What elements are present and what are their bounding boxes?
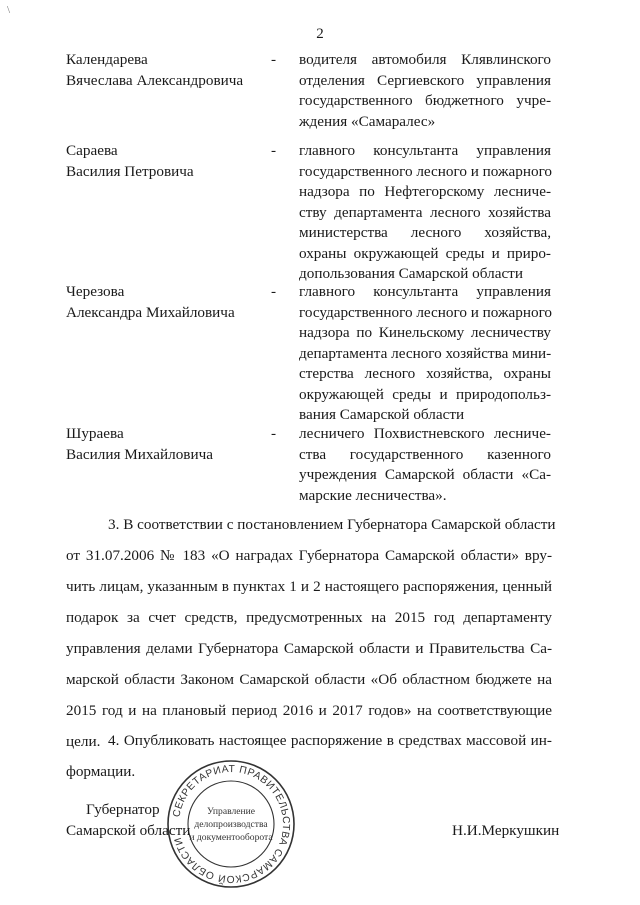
paragraph-line: 2015 год и на плановый период 2016 и 2017 годов» на соответствующие <box>66 702 552 719</box>
entry-dash: - <box>271 425 277 442</box>
paragraph-line: чить лицам, указанным в пунктах 1 и 2 настоящего распоряжения, ценный <box>66 578 552 595</box>
position-line: лесничего Похвистневского лесниче- <box>299 425 551 442</box>
position-line: вания Самарской области <box>299 406 465 423</box>
stamp-inner-line: и документооборота <box>189 832 273 843</box>
recipient-name <box>66 141 266 182</box>
stamp-inner-text <box>189 806 273 843</box>
name-line: Календарева <box>66 51 148 68</box>
position-line: отделения Сергиевского управления <box>299 71 551 89</box>
stamp-inner-line: делопроизводства <box>194 819 268 830</box>
paragraph-clause-4 <box>66 725 552 787</box>
name-line: Василия Михайловича <box>66 445 213 463</box>
entry-dash: - <box>271 51 277 68</box>
paragraph-line: цели. <box>66 733 101 750</box>
entry-dash: - <box>271 283 277 300</box>
recipient-position <box>299 141 551 285</box>
corner-mark: \ <box>7 4 11 16</box>
signatory-name: Н.И.Меркушкин <box>452 822 560 839</box>
position-line: учреждения Самарской области «Са- <box>299 466 551 483</box>
recipient-position <box>299 50 551 132</box>
signatory-title <box>66 800 190 841</box>
position-line: главного консультанта управления <box>299 142 551 159</box>
position-line: окружающей среды и природопольз- <box>299 385 551 403</box>
position-line: главного консультанта управления <box>299 283 551 300</box>
position-line: стерства лесного хозяйства, охраны <box>299 365 551 382</box>
position-line: департамента лесного хозяйства мини- <box>299 344 552 362</box>
position-line: допользования Самарской области <box>299 265 523 282</box>
paragraph-line: марской области Законом Самарской области «Об областном бюджете на <box>66 671 552 688</box>
position-line: охраны окружающей среды и приро- <box>299 244 551 262</box>
position-line: министерства лесного хозяйства, <box>299 224 551 241</box>
paragraph-line: подарок за счет средств, предусмотренных на 2015 год департаменту <box>66 609 552 626</box>
stamp-ring-text: СЕКРЕТАРИАТ ПРАВИТЕЛЬСТВА САМАРСКОЙ ОБЛАСТИ <box>171 763 292 885</box>
recipient-name <box>66 50 266 91</box>
name-line: Сараева <box>66 142 118 159</box>
name-line: Шураева <box>66 425 124 442</box>
signatory-title-line: Губернатор <box>86 801 160 818</box>
paragraph-line: управления делами Губернатора Самарской области и Правительства Са- <box>66 640 552 657</box>
paragraph-line: от 31.07.2006 № 183 «О наградах Губернатора Самарской области» вру- <box>66 547 552 564</box>
signatory-title-line: Самарской области <box>66 821 191 839</box>
paragraph-line: формации. <box>66 763 136 780</box>
recipient-position <box>299 424 551 506</box>
paragraph-line: 4. Опубликовать настоящее распоряжение в средствах массовой ин- <box>108 732 552 749</box>
position-line: государственного бюджетного учре- <box>299 92 551 109</box>
position-line: ства государственного казенного <box>299 445 551 463</box>
stamp-inner-line: Управление <box>206 806 256 817</box>
recipient-position <box>299 282 551 426</box>
name-line: Александра Михайловича <box>66 303 235 321</box>
position-line: ству департамента лесного хозяйства <box>299 203 551 221</box>
position-line: государственного лесного и пожарного <box>299 303 553 321</box>
paragraph-line: 3. В соответствии с постановлением Губернатора Самарской области <box>108 516 556 533</box>
recipient-name <box>66 282 266 323</box>
name-line: Вячеслава Александровича <box>66 71 244 89</box>
paragraph-clause-3 <box>66 509 556 757</box>
page-number: 2 <box>316 26 324 42</box>
position-line: ждения «Самаралес» <box>299 112 436 130</box>
name-line: Черезова <box>66 283 125 300</box>
position-line: марские лесничества». <box>299 486 447 504</box>
position-line: государственного лесного и пожарного <box>299 162 553 180</box>
entry-dash: - <box>271 142 277 159</box>
position-line: водителя автомобиля Клявлинского <box>299 51 551 68</box>
name-line: Василия Петровича <box>66 162 194 180</box>
position-line: надзора по Кинельскому лесничеству <box>299 324 551 341</box>
recipient-name <box>66 424 266 465</box>
position-line: надзора по Нефтегорскому лесниче- <box>299 183 551 200</box>
